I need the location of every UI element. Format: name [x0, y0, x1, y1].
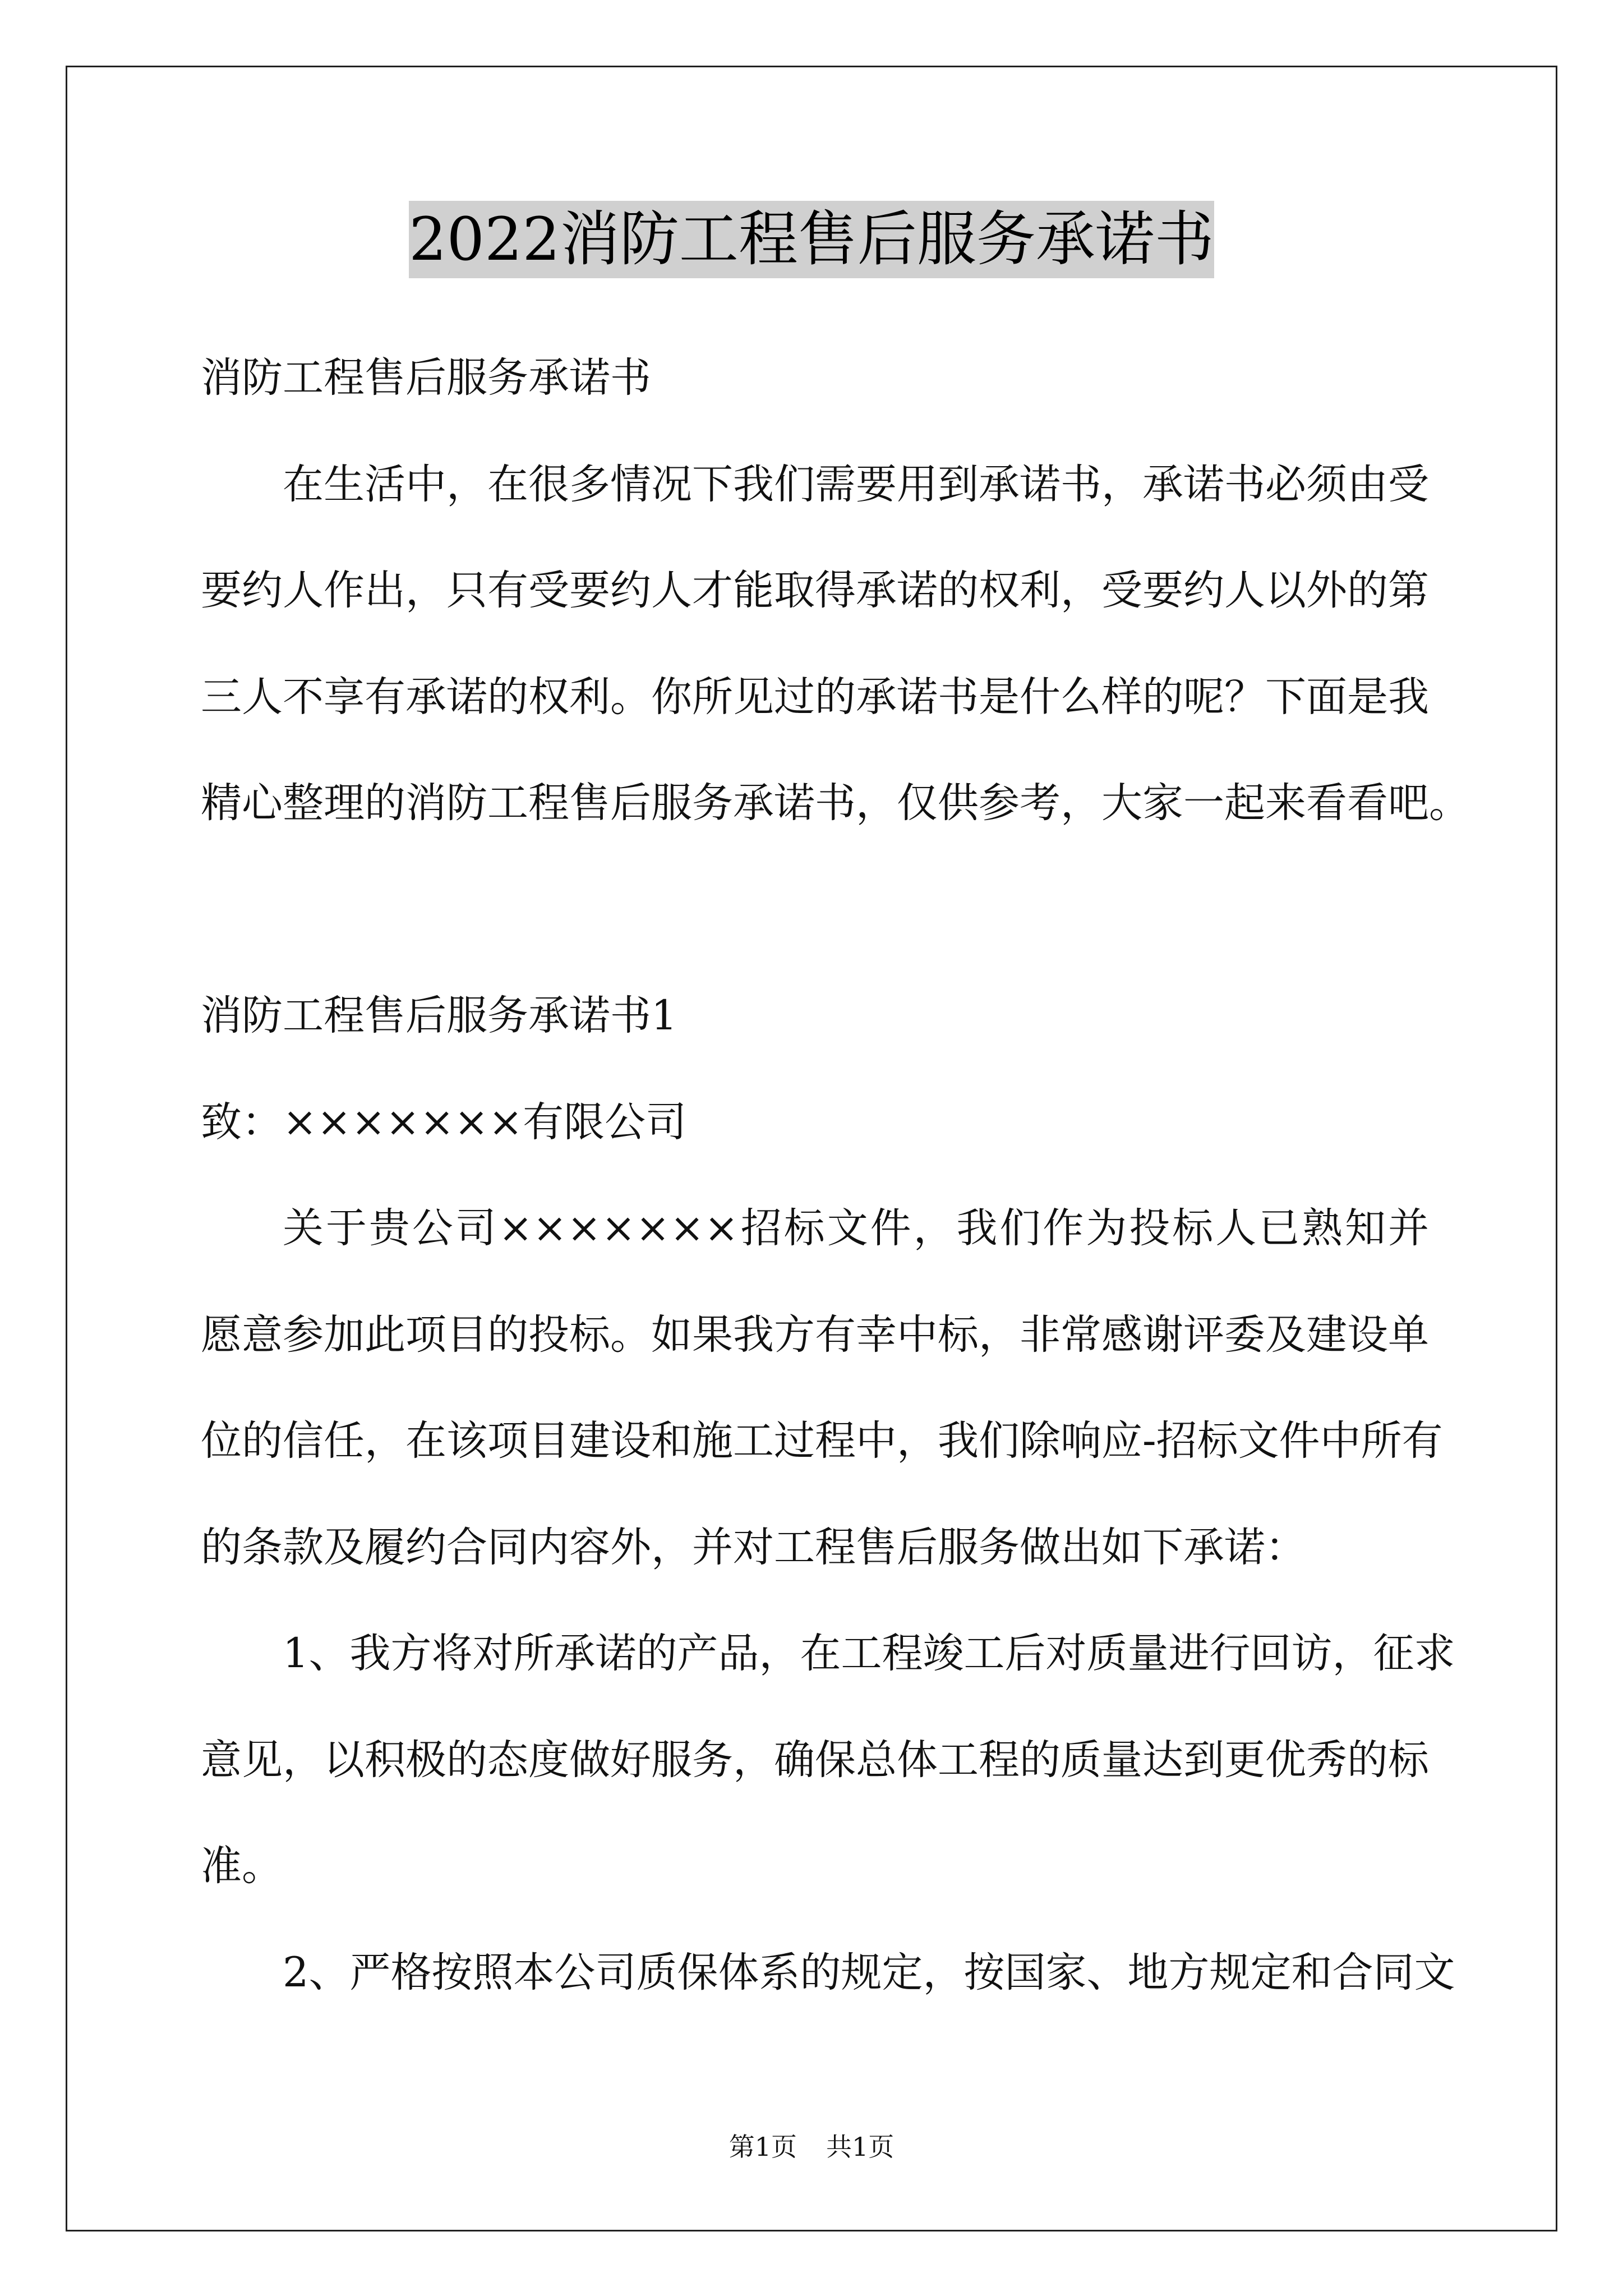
blank-line	[201, 857, 1429, 963]
paragraph-line: 关于贵公司×××××××招标文件，我们作为投标人已熟知并	[283, 1204, 1429, 1252]
paragraph-line: 1、我方将对所承诺的产品，在工程竣工后对质量进行回访，征求	[283, 1630, 1455, 1677]
paragraph-line: 准。	[201, 1842, 283, 1890]
document-body	[201, 325, 1491, 2030]
intro-paragraph	[201, 431, 1491, 857]
paragraph-line: 愿意参加此项目的投标。如果我方有幸中标，非常感谢评委及建设单	[201, 1310, 1429, 1359]
paragraph-line: 三人不享有承诺的权利。你所见过的承诺书是什么样的呢？下面是我	[201, 673, 1429, 721]
paragraph-line: 在生活中，在很多情况下我们需要用到承诺书，承诺书必须由受	[283, 460, 1429, 508]
paragraph-line: 精心整理的消防工程售后服务承诺书，仅供参考，大家一起来看看吧。	[201, 779, 1470, 827]
title-container	[0, 201, 1623, 278]
page-footer	[0, 2130, 1623, 2164]
document-title: 2022消防工程售后服务承诺书	[409, 201, 1214, 278]
paragraph-line: 2、严格按照本公司质保体系的规定，按国家、地方规定和合同文	[283, 1948, 1455, 1996]
current-page-number: 第1页	[728, 2132, 797, 2162]
commitment-paragraph	[201, 1175, 1491, 1600]
commitment-item-1	[201, 1600, 1491, 1920]
paragraph-line: 位的信任，在该项目建设和施工过程中，我们除响应-招标文件中所有	[201, 1417, 1443, 1465]
paragraph-line: 的条款及履约合同内容外，并对工程售后服务做出如下承诺：	[201, 1523, 1306, 1571]
addressee-line: 致：×××××××有限公司	[201, 1098, 687, 1146]
total-pages: 共1页	[826, 2132, 895, 2162]
paragraph-line: 意见，以积极的态度做好服务，确保总体工程的质量达到更优秀的标	[201, 1736, 1429, 1784]
section-heading: 消防工程售后服务承诺书1	[201, 992, 677, 1039]
commitment-item-2	[201, 1920, 1491, 2026]
paragraph-line: 要约人作出，只有受要约人才能取得承诺的权利，受要约人以外的第	[201, 567, 1429, 614]
document-subtitle: 消防工程售后服务承诺书	[201, 354, 651, 402]
